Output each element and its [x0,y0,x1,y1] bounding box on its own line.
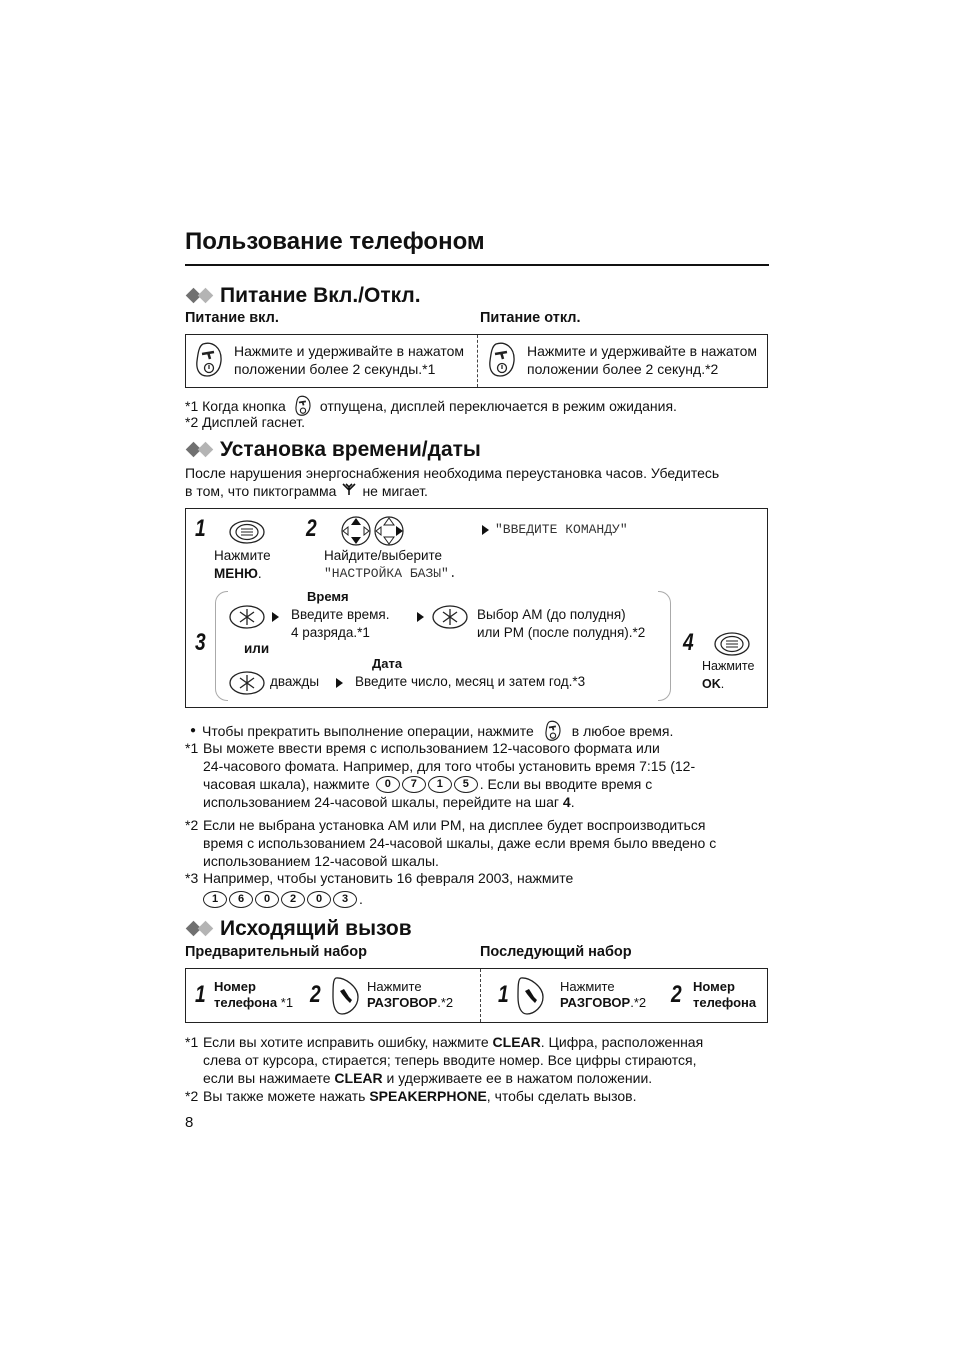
divider [477,335,478,387]
digit-key-1: 1 [428,776,452,793]
timedate-intro: После нарушения энергоснабжения необходима переустановка часов. Убедитесь в том, что пиктограмма не мигает. [185,465,720,499]
power-on-instruction: Нажмите и удерживайте в нажатом положении более 2 секунды.*1 [234,343,464,377]
diamond-bullet-icon [185,441,217,459]
power-on-label: Питание вкл. [185,310,279,326]
post-step2-text: Номер телефона [693,979,757,1010]
pre-step2-text: Нажмите РАЗГОВОР.*2 [367,979,454,1010]
arrow-icon [482,525,489,535]
title-rule [185,264,769,266]
power-key-icon [194,341,224,384]
step-number: 1 [195,981,206,1008]
date-heading: Дата [372,656,403,671]
bullet-icon: ● [190,725,197,736]
step-number: 1 [195,515,206,542]
date-enter-text: Введите число, месяц и затем год.*3 [355,674,586,689]
divider [480,969,481,1022]
outgoing-box [185,968,768,1023]
display-message: "ВВЕДИТЕ КОМАНДУ" [482,522,628,537]
power-note-2: *2 Дисплей гаснет. [185,414,306,430]
post-step1-text: Нажмите РАЗГОВОР.*2 [560,979,647,1010]
postdial-label: Последующий набор [480,944,632,960]
key-sequence [376,776,480,793]
page-number: 8 [185,1114,194,1131]
power-off-instruction: Нажмите и удерживайте в нажатом положении более 2 секунд.*2 [527,343,757,377]
step-number: 4 [683,629,694,656]
star-key-icon[interactable] [228,604,266,635]
digit-key-7: 7 [402,776,426,793]
predial-label: Предварительный набор [185,944,367,960]
digit-key-1: 1 [203,891,227,908]
time-enter-text: Введите время. 4 разряда.*1 [291,607,390,640]
timedate-heading-text: Установка времени/даты [220,438,481,461]
or-label: или [244,641,270,656]
power-key-icon [487,341,517,384]
digit-key-0: 0 [255,891,279,908]
digit-key-5: 5 [454,776,478,793]
cancel-note: ● Чтобы прекратить выполнение операции, нажмите в любое время. [190,720,673,742]
step2-text: Найдите/выберите "НАСТРОЙКА БАЗЫ". [324,548,457,581]
key-sequence [203,891,359,908]
timedate-steps-box [185,508,768,708]
arrow-icon [336,678,343,688]
star-key-icon[interactable] [431,604,469,635]
date-twice-text: дважды [270,674,320,689]
digit-key-6: 6 [229,891,253,908]
note-1: *1 Вы можете ввести время с использованием 12-часового формата или 24-часового фомата. Например, для того чтобы установить время 7:15 (12- часовая шкала), нажмите 0 7 1 5 . Если вы вводите время с использованием 24-часовой шкалы, перейдите на шаг 4. [185,740,696,810]
step-number: 2 [306,515,317,542]
ampm-text: Выбор AM (до полудня) или PM (после полудня).*2 [477,607,646,640]
step-number: 3 [195,629,206,656]
time-heading: Время [307,589,349,604]
digit-key-3: 3 [333,891,357,908]
step4-text: Нажмите OK. [702,659,755,691]
digit-key-2: 2 [281,891,305,908]
step1-text: Нажмите МЕНЮ. [214,548,271,581]
step-number: 1 [498,981,509,1008]
pre-step1-text: Номер телефона *1 [214,979,294,1010]
note-3: *3 Например, чтобы установить 16 февраля 2003, нажмите 1 6 0 2 0 3 . [185,870,574,907]
menu-key-icon[interactable] [228,519,266,550]
power-note-1: *1 Когда кнопка отпущена, дисплей переключается в режим ожидания. [185,395,677,417]
star-key-icon[interactable] [228,670,266,701]
power-off-label: Питание откл. [480,310,581,326]
power-heading-text: Питание Вкл./Откл. [220,284,421,307]
power-box [185,334,768,388]
timedate-heading [185,438,481,462]
talk-key-icon[interactable] [516,975,546,1022]
arrow-icon [417,612,424,622]
outgoing-note-2: *2 Вы также можете нажать SPEAKERPHONE, чтобы сделать вызов. [185,1088,637,1104]
page-title: Пользование телефоном [185,228,485,255]
antenna-icon [342,482,356,500]
outgoing-heading [185,917,412,941]
outgoing-heading-text: Исходящий вызов [220,917,412,940]
step-number: 2 [671,981,682,1008]
digit-key-0: 0 [307,891,331,908]
note-2: *2 Если не выбрана установка AM или PM, на дисплее будет воспроизводиться время с использованием 24-часовой шкалы, даже если время было введено с использованием 12-часовой шкалы. [185,817,717,869]
left-brace [215,591,228,701]
arrow-icon [272,612,279,622]
step-number: 2 [310,981,321,1008]
diamond-bullet-icon [185,920,217,938]
power-heading [185,284,421,308]
digit-key-0: 0 [376,776,400,793]
outgoing-note-1: *1 Если вы хотите исправить ошибку, нажмите CLEAR. Цифра, расположенная слева от курсора, стирается; теперь вводите номер. Все цифры стираются, если вы нажимаете CLEAR и удерживаете ее в нажатом положении. [185,1034,704,1086]
talk-key-icon[interactable] [331,975,361,1022]
diamond-bullet-icon [185,287,217,305]
right-brace [658,591,671,701]
